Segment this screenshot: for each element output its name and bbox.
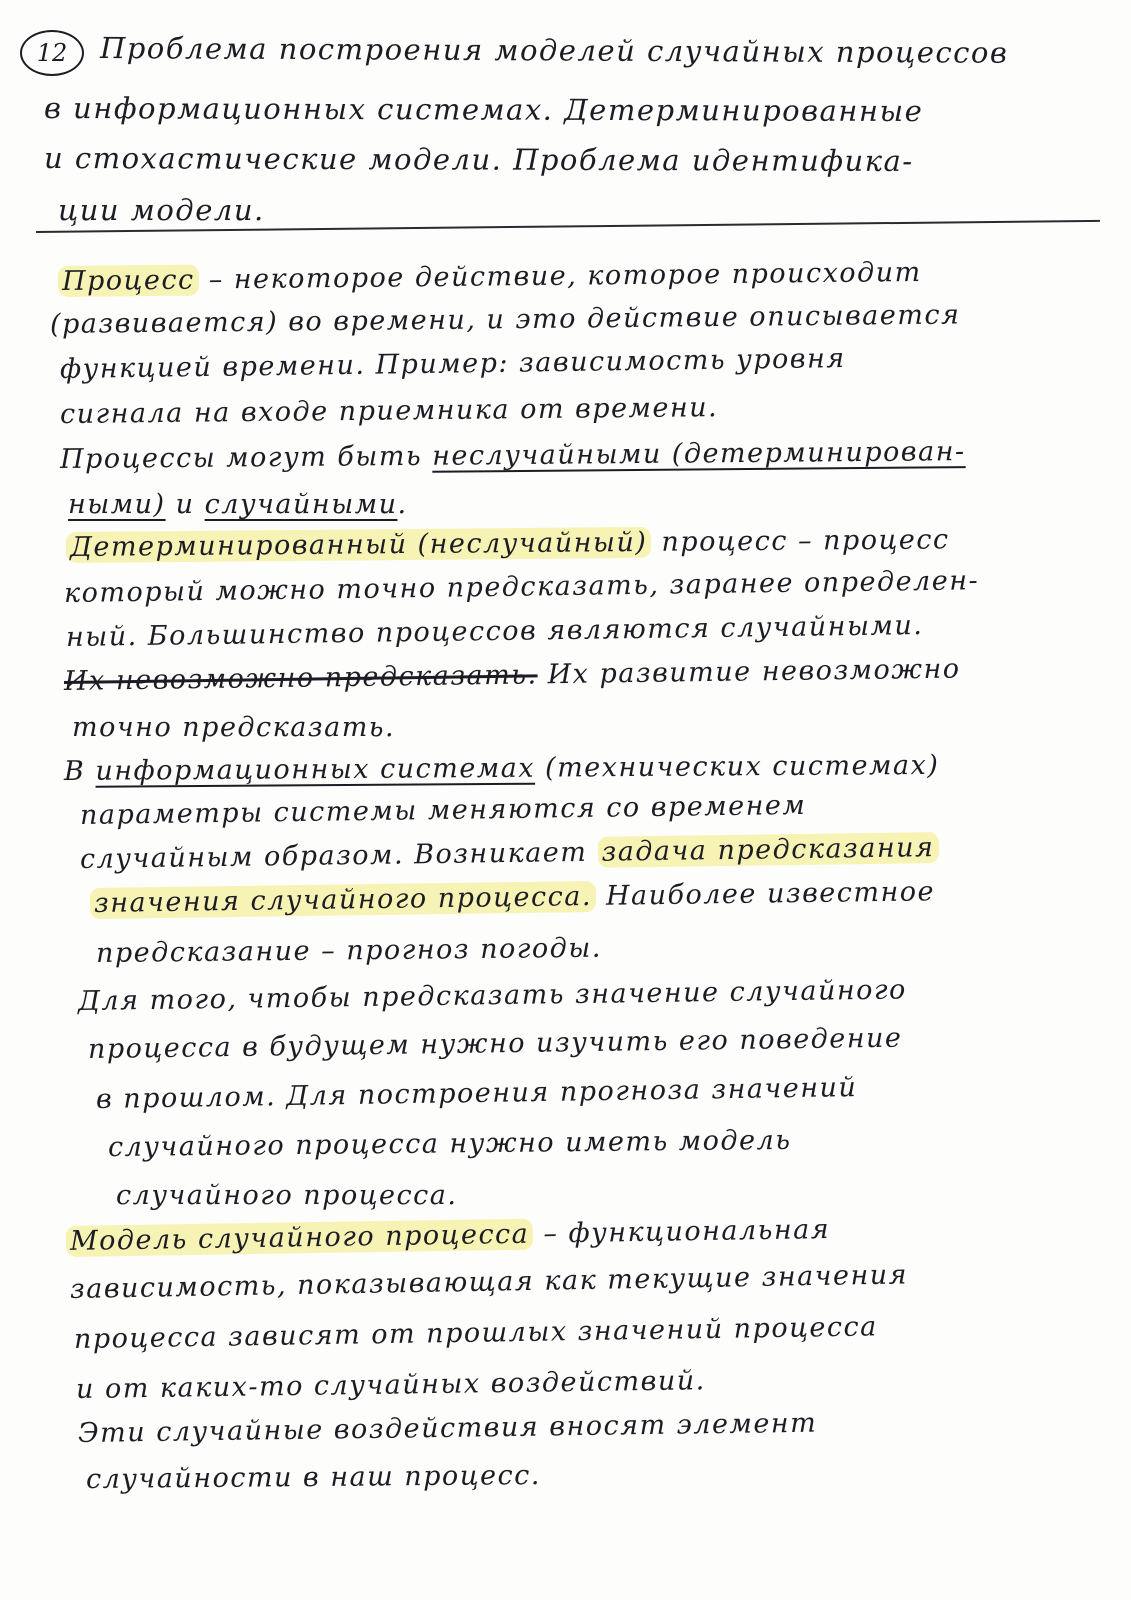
p4-line-4-rest: Наиболее известное (595, 876, 936, 912)
p3-line-1 (66, 520, 950, 568)
p4-line-1 (64, 746, 940, 792)
p6-line-4: и от каких-то случайных воздействий. (75, 1365, 706, 1405)
p1-line-4: сигнала на входе приемника от времени. (59, 392, 719, 430)
p5-line-1: Для того, чтобы предсказать значение случайного (77, 974, 908, 1017)
p5-line-5: случайного процесса. (116, 1180, 458, 1211)
p3-line-4-rest: Их развитие невозможно (537, 653, 961, 691)
p1-line-1 (58, 253, 922, 302)
p6-line-2: зависимость, показывающая как текущие значения (69, 1259, 909, 1305)
p4-line-2: параметры системы меняются со временем (79, 789, 807, 831)
question-number-circle: 12 (20, 30, 84, 76)
p2-line-2-end: . (397, 489, 408, 520)
p5-line-4: случайного процесса нужно иметь модель (107, 1124, 792, 1163)
p2-line-1 (60, 432, 966, 480)
p1-line-2: (развивается) во времени, и это действие описывается (49, 299, 961, 340)
p4-value-highlight: значения случайного процесса. (90, 881, 596, 919)
p4-line-3-start: случайным образом. Возникает (79, 836, 598, 875)
title-line-1: Проблема построения моделей случайных процессов (99, 31, 1009, 70)
title-line-4: ции модели. (58, 193, 265, 227)
p4-line-1-start: В (63, 755, 96, 787)
p6-line-6: случайности в наш процесс. (85, 1460, 542, 1495)
p2-underlined-nonrandom: неслучайными (детерминирован- (432, 436, 966, 472)
p5-line-3: в прошлом. Для построения прогноза значений (95, 1072, 858, 1115)
p3-line-1-rest: процесс – процесс (651, 524, 950, 558)
p3-term-highlight: Детерминированный (неслучайный) (66, 527, 652, 563)
p6-line-1-rest: – функциональная (533, 1213, 831, 1250)
p4-line-1-rest: (технических системах) (534, 749, 940, 784)
p3-line-2: который можно точно предсказать, заранее определен- (63, 565, 980, 609)
p6-term-highlight: Модель случайного процесса (66, 1219, 534, 1257)
p3-struck-out-text: Их невозможно предсказать. (63, 659, 538, 697)
title-line-3: и стохастические модели. Проблема идентифика- (43, 141, 914, 179)
p6-line-1 (66, 1210, 831, 1262)
p3-line-3: ный. Большинство процессов являются случайными. (65, 610, 924, 653)
p2-line-1-start: Процессы могут быть (59, 440, 433, 475)
p6-line-3: процесса зависят от прошлых значений процесса (73, 1311, 878, 1355)
p5-line-2: процесса в будущем нужно изучить его поведение (87, 1022, 903, 1065)
p3-line-5: точно предсказать. (72, 712, 396, 743)
p2-line-2 (68, 485, 408, 525)
p2-underlined-random: случайными (204, 489, 398, 520)
p2-underlined-nonrandom-end: ными) (68, 489, 166, 520)
p3-line-4 (64, 649, 961, 702)
p4-line-3 (80, 828, 939, 880)
p6-line-5: Эти случайные воздействия вносят элемент (77, 1407, 818, 1449)
p4-line-4 (90, 872, 936, 924)
title-line-2: в информационных системах. Детерминированные (43, 91, 924, 129)
p2-line-2-mid: и (165, 489, 205, 520)
p4-task-highlight: задача предсказания (597, 832, 938, 868)
p4-underlined-info-systems: информационных системах (95, 752, 536, 787)
p1-line-1-rest: – некоторое действие, которое происходит (198, 256, 922, 296)
p1-term-highlight: Процесс (58, 265, 199, 297)
p4-line-5: предсказание – прогноз погоды. (95, 932, 603, 969)
p1-line-3: функцией времени. Пример: зависимость уровня (59, 343, 846, 385)
